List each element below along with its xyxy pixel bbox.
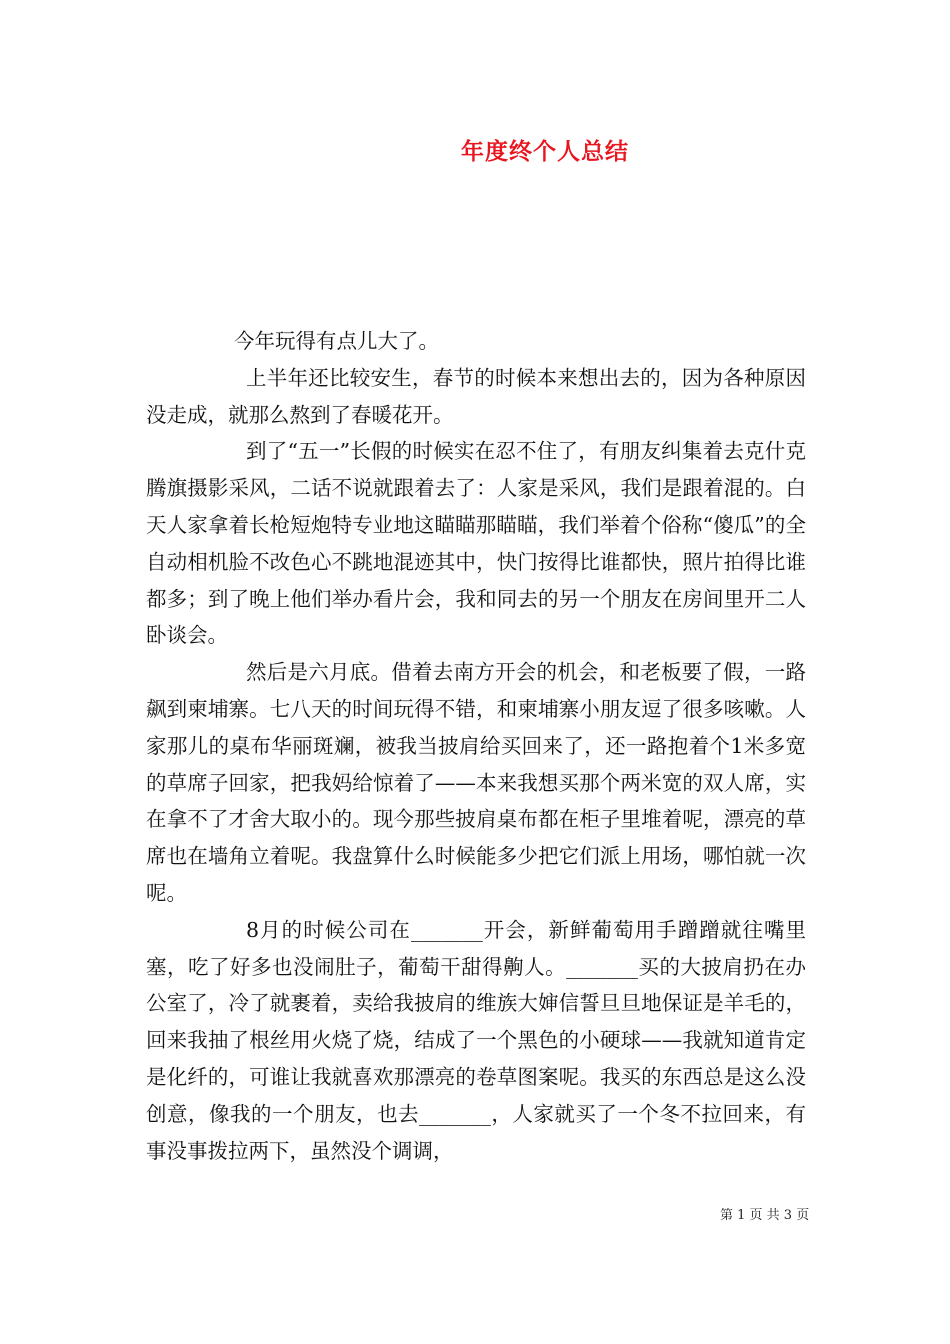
paragraph-4: 然后是六月底。借着去南方开会的机会，和老板要了假，一路飙到柬埔寨。七八天的时间玩得不错，和柬埔寨小朋友逗了很多咳嗽。人家那儿的桌布华丽斑斓，被我当披肩给买回来了，还一路抱着个1米多宽的草席子回家，把我妈给惊着了——本来我想买那个两米宽的双人席，实在拿不了才舍大取小的。现今那些披肩桌布都在柜子里堆着呢，漂亮的草席也在墙角立着呢。我盘算什么时候能多少把它们派上用场，哪怕就一次呢。: [146, 660, 806, 905]
paragraph-5: 8月的时候公司在_______开会，新鲜葡萄用手蹭蹭就往嘴里塞，吃了好多也没闹肚子，葡萄干甜得齁人。_______买的大披肩扔在办公室了，冷了就裹着，卖给我披肩的维族大婶信誓旦旦地保证是羊毛的，回来我抽了根丝用火烧了烧，结成了一个黑色的小硬球——我就知道肯定是化纤的，可谁让我就喜欢那漂亮的卷草图案呢。我买的东西总是这么没创意，像我的一个朋友，也去_______，人家就买了一个冬不拉回来，有事没事拨拉两下，虽然没个调调，: [146, 917, 806, 1163]
page-number: 第 1 页 共 3 页: [720, 1208, 810, 1223]
document-title: 年度终个人总结: [461, 138, 629, 165]
paragraph-3: 到了“五一”长假的时候实在忍不住了，有朋友纠集着去克什克腾旗摄影采风，二话不说就跟着去了：人家是采风，我们是跟着混的。白天人家拿着长枪短炮特专业地这瞄瞄那瞄瞄，我们举着个俗称“傻瓜”的全自动相机脸不改色心不跳地混迹其中，快门按得比谁都快，照片拍得比谁都多；到了晚上他们举办看片会，我和同去的另一个朋友在房间里开二人卧谈会。: [146, 439, 806, 648]
paragraph-1: 今年玩得有点儿大了。: [234, 329, 439, 353]
document-body: [146, 323, 806, 1169]
paragraph-2: 上半年还比较安生，春节的时候本来想出去的，因为各种原因没走成，就那么熬到了春暖花开。: [146, 365, 806, 427]
